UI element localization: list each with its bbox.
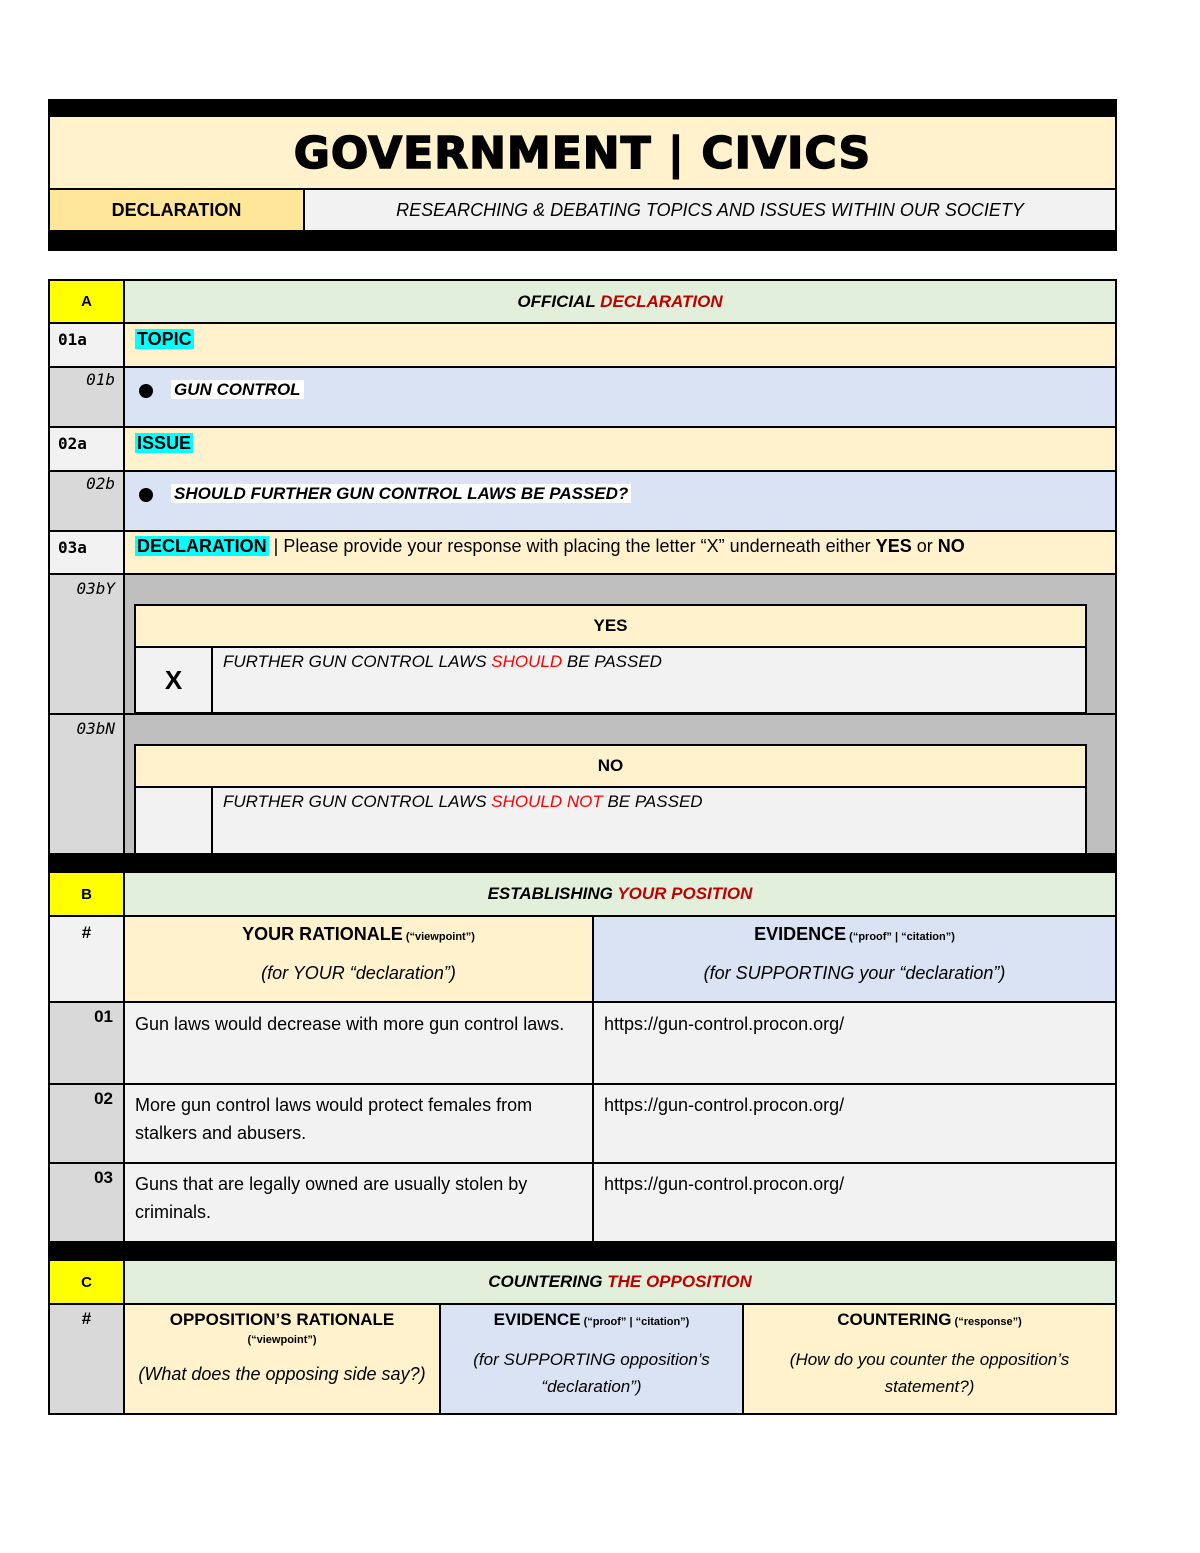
section-a-letter: A	[48, 279, 125, 324]
yes-mark-box[interactable]	[134, 646, 213, 714]
table-row-num: 01	[48, 1001, 125, 1085]
section-b-hash: #	[48, 915, 125, 1003]
yes-mark: X	[164, 664, 183, 695]
issue-label: ISSUE	[137, 433, 192, 453]
yes-header: YES	[134, 604, 1087, 648]
evidence-header: EVIDENCE (“proof” | “citation”) (for SUPPORTING your “declaration”)	[592, 915, 1117, 1003]
topic-label: TOPIC	[137, 329, 192, 349]
section-c-hash: #	[48, 1303, 125, 1415]
row-01a-num: 01a	[48, 322, 125, 368]
rationale-header: YOUR RATIONALE (“viewpoint”) (for YOUR “declaration”)	[123, 915, 594, 1003]
evidence-cell[interactable]	[592, 1001, 1117, 1085]
row-02b-cell	[123, 470, 1117, 532]
row-01b-num: 01b	[48, 366, 125, 428]
section-a-title-cell	[123, 279, 1117, 324]
section-c-letter: C	[48, 1259, 125, 1305]
table-row-num: 02	[48, 1083, 125, 1164]
row-03a-num: 03a	[48, 530, 125, 575]
row-03a-cell	[123, 530, 1117, 575]
section-divider	[48, 853, 1117, 873]
rationale-cell[interactable]: More gun control laws would protect females from stalkers and abusers.	[123, 1083, 594, 1164]
row-03bN-num: 03bN	[48, 713, 125, 855]
section-b-title-cell	[123, 871, 1117, 917]
bullet-icon	[139, 384, 153, 398]
rationale-cell[interactable]: Gun laws would decrease with more gun control laws.	[123, 1001, 594, 1085]
header-label: DECLARATION	[111, 199, 242, 220]
section-c-title-cell	[123, 1259, 1117, 1305]
row-01b-cell	[123, 366, 1117, 428]
declaration-instruction: DECLARATION | Please provide your response with placing the letter “X” underneath either YES or NO	[137, 536, 965, 556]
no-mark-box[interactable]	[134, 786, 213, 855]
page-title: GOVERNMENT | CIVICS	[293, 127, 872, 179]
yes-statement-cell	[211, 646, 1087, 714]
declaration-label: DECLARATION	[137, 536, 267, 556]
opposition-evidence-header: EVIDENCE (“proof” | “citation”) (for SUPPORTING opposition’s “declaration”)	[439, 1303, 744, 1415]
evidence-cell[interactable]	[592, 1083, 1117, 1164]
section-c-title: COUNTERING THE OPPOSITION	[488, 1272, 752, 1291]
evidence-link[interactable]: https://gun-control.procon.org/	[604, 1174, 845, 1194]
row-01a-cell	[123, 322, 1117, 368]
evidence-link[interactable]: https://gun-control.procon.org/	[604, 1095, 845, 1115]
yes-statement: FURTHER GUN CONTROL LAWS SHOULD BE PASSED	[223, 652, 662, 671]
no-statement-cell	[211, 786, 1087, 855]
no-statement: FURTHER GUN CONTROL LAWS SHOULD NOT BE PASSED	[223, 792, 703, 811]
evidence-link[interactable]: https://gun-control.procon.org/	[604, 1014, 845, 1034]
row-03bY-num: 03bY	[48, 573, 125, 715]
header-top-bar	[48, 99, 1117, 119]
header-subtitle: RESEARCHING & DEBATING TOPICS AND ISSUES WITHIN OUR SOCIETY	[396, 199, 1024, 220]
section-b-title: ESTABLISHING YOUR POSITION	[487, 884, 753, 903]
section-a-title: OFFICIAL DECLARATION	[517, 291, 723, 311]
row-02a-num: 02a	[48, 426, 125, 472]
opposition-rationale-header: OPPOSITION’S RATIONALE (“viewpoint”) (What does the opposing side say?)	[123, 1303, 441, 1415]
row-02b-num: 02b	[48, 470, 125, 532]
evidence-cell[interactable]	[592, 1162, 1117, 1243]
row-02a-cell	[123, 426, 1117, 472]
section-divider	[48, 1241, 1117, 1261]
issue-value: SHOULD FURTHER GUN CONTROL LAWS BE PASSED?	[171, 484, 631, 503]
header-subtitle-cell	[303, 188, 1117, 232]
bullet-icon	[139, 488, 153, 502]
table-row-num: 03	[48, 1162, 125, 1243]
section-b-letter: B	[48, 871, 125, 917]
no-header: NO	[134, 744, 1087, 788]
header-title-cell	[48, 117, 1117, 189]
header-bottom-bar	[48, 230, 1117, 251]
header-label-cell	[48, 188, 305, 232]
topic-value: GUN CONTROL	[171, 380, 304, 399]
countering-header: COUNTERING (“response”) (How do you counter the opposition’s statement?)	[742, 1303, 1117, 1415]
rationale-cell[interactable]: Guns that are legally owned are usually stolen by criminals.	[123, 1162, 594, 1243]
